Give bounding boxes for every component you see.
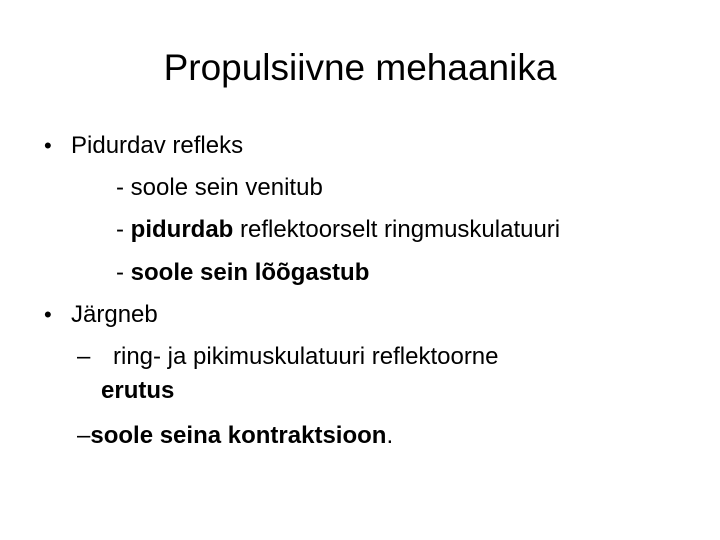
sub-item-bold-loogastub: soole sein lõõgastub bbox=[130, 259, 370, 286]
sub-item-prefix: - bbox=[116, 259, 131, 286]
bullet-pidurdav-refleks: Pidurdav refleks bbox=[71, 132, 244, 159]
bullet-marker: • bbox=[44, 302, 52, 327]
slide-title: Propulsiivne mehaanika bbox=[163, 47, 557, 88]
sub-item-sein-venitub: - soole sein venitub bbox=[116, 174, 323, 201]
sub-item-kontraktsioon bbox=[77, 421, 393, 451]
bullet-jargneb: Järgneb bbox=[71, 301, 158, 328]
sub-item-dash: – bbox=[77, 343, 91, 370]
sub-item-erutus: erutus bbox=[101, 377, 175, 404]
bullet-marker: • bbox=[44, 133, 52, 158]
sub-item-period: . bbox=[386, 422, 394, 449]
sub-item-dash: – bbox=[77, 422, 91, 449]
sub-item-pidurdab bbox=[116, 215, 560, 245]
sub-item-rest: reflektoorselt ringmuskulatuuri bbox=[233, 216, 561, 243]
sub-item-bold-kontraktsioon: soole seina kontraktsioon bbox=[90, 422, 387, 449]
sub-item-prefix: - bbox=[116, 216, 131, 243]
sub-item-loogastub bbox=[116, 258, 369, 288]
sub-item-ring-pikimuskulatuur: ring- ja pikimuskulatuuri reflektoorne bbox=[113, 343, 499, 370]
sub-item-bold-pidurdab: pidurdab bbox=[130, 216, 234, 243]
